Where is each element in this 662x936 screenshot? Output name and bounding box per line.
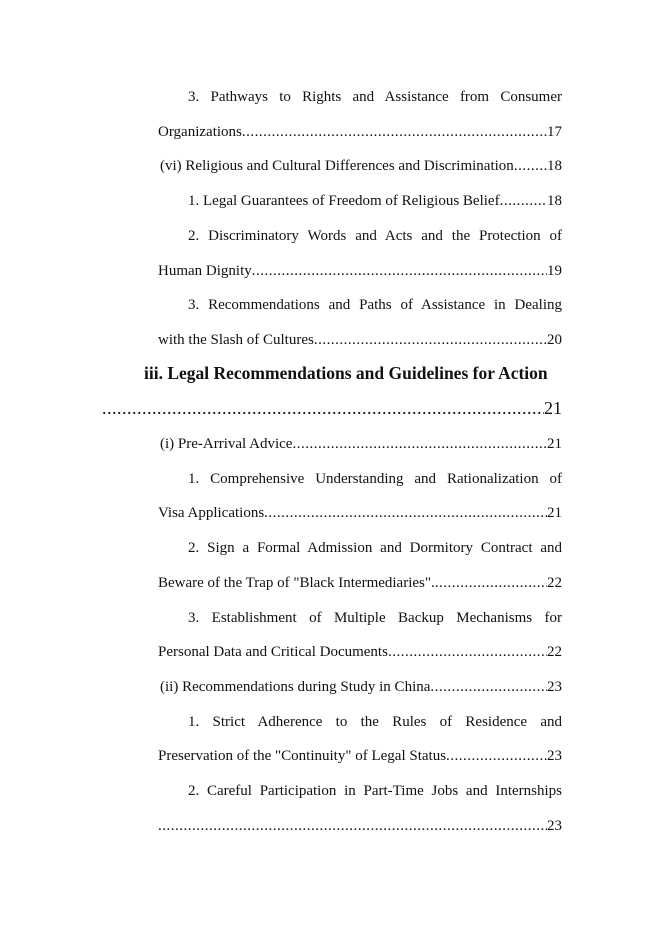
toc-page-number: 21 xyxy=(544,398,562,419)
toc-entry-first-line[interactable]: 3. Pathways to Rights and Assistance from Consumer xyxy=(188,89,562,105)
toc-entry-line[interactable] xyxy=(158,641,562,663)
toc-page-number: 18 xyxy=(547,193,562,210)
dot-leader xyxy=(314,329,547,351)
dot-leader xyxy=(388,641,547,663)
toc-entry-title: Beware of the Trap of "Black Intermediaries". xyxy=(158,574,435,591)
dot-leader xyxy=(102,397,544,419)
toc-entry-line[interactable] xyxy=(158,745,562,767)
toc-entry-line[interactable] xyxy=(158,502,562,524)
toc-entry-first-line[interactable]: 2. Sign a Formal Admission and Dormitory Contract and xyxy=(188,540,562,557)
toc-entry-title: 1. Legal Guarantees of Freedom of Religious Belief xyxy=(188,193,500,210)
toc-page-number: 18 xyxy=(547,158,562,175)
dot-leader xyxy=(252,260,547,282)
toc-page-number: 19 xyxy=(547,262,562,279)
toc-page-number: 22 xyxy=(547,574,562,591)
toc-entry-title: Preservation of the "Continuity" of Legal Status xyxy=(158,748,447,765)
toc-entry-line[interactable] xyxy=(160,155,562,177)
dot-leader xyxy=(158,815,547,837)
toc-entry-title: (i) Pre-Arrival Advice xyxy=(160,436,293,452)
toc-entry-line[interactable] xyxy=(188,190,562,212)
dot-leader xyxy=(430,676,547,698)
toc-entry-title: (ii) Recommendations during Study in China xyxy=(160,678,431,695)
dot-leader xyxy=(292,433,547,455)
toc-page-number: 21 xyxy=(547,436,562,452)
toc-entry-line[interactable] xyxy=(158,121,562,143)
toc-chapter-heading[interactable]: iii. Legal Recommendations and Guidelines for Action xyxy=(144,362,548,383)
toc-entry-title: with the Slash of Cultures xyxy=(158,331,314,348)
toc-entry-first-line[interactable]: 3. Establishment of Multiple Backup Mechanisms for xyxy=(188,609,562,626)
toc-entry-title: (vi) Religious and Cultural Differences and Discrimination xyxy=(160,158,514,175)
toc-entry-first-line[interactable]: 2. Careful Participation in Part-Time Jobs and Internships xyxy=(188,783,562,799)
toc-entry-title: Visa Applications xyxy=(158,505,265,522)
toc-entry-line[interactable] xyxy=(158,260,562,282)
toc-entry-line[interactable] xyxy=(158,329,562,351)
toc-entry-line[interactable] xyxy=(158,815,562,837)
dot-leader xyxy=(435,572,547,594)
dot-leader xyxy=(446,745,547,767)
dot-leader xyxy=(514,155,547,177)
toc-entry-title: Organizations xyxy=(158,123,242,140)
toc-page-number: 23 xyxy=(547,817,562,834)
toc-entry-first-line[interactable]: 1. Strict Adherence to the Rules of Residence and xyxy=(188,713,562,730)
toc-page-number: 22 xyxy=(547,644,562,661)
dot-leader xyxy=(500,190,547,212)
toc-entry-first-line[interactable]: 3. Recommendations and Paths of Assistance in Dealing xyxy=(188,297,562,314)
toc-entry-line[interactable] xyxy=(158,572,562,594)
toc-entry-title: Personal Data and Critical Documents xyxy=(158,644,388,661)
toc-page-number: 23 xyxy=(547,748,562,765)
dot-leader xyxy=(264,502,547,524)
toc-entry-line[interactable] xyxy=(160,433,562,455)
toc-entry-first-line[interactable]: 2. Discriminatory Words and Acts and the Protection of xyxy=(188,227,562,244)
toc-entry-first-line[interactable]: 1. Comprehensive Understanding and Rationalization of xyxy=(188,470,562,487)
toc-entry-line[interactable] xyxy=(160,676,562,698)
dot-leader xyxy=(242,121,547,143)
toc-entry-line[interactable] xyxy=(102,397,562,419)
toc-page-number: 23 xyxy=(547,678,562,695)
toc-page-number: 21 xyxy=(547,505,562,522)
toc-page-number: 17 xyxy=(547,123,562,140)
toc-entry-title: Human Dignity xyxy=(158,262,252,279)
toc-page-number: 20 xyxy=(547,331,562,348)
